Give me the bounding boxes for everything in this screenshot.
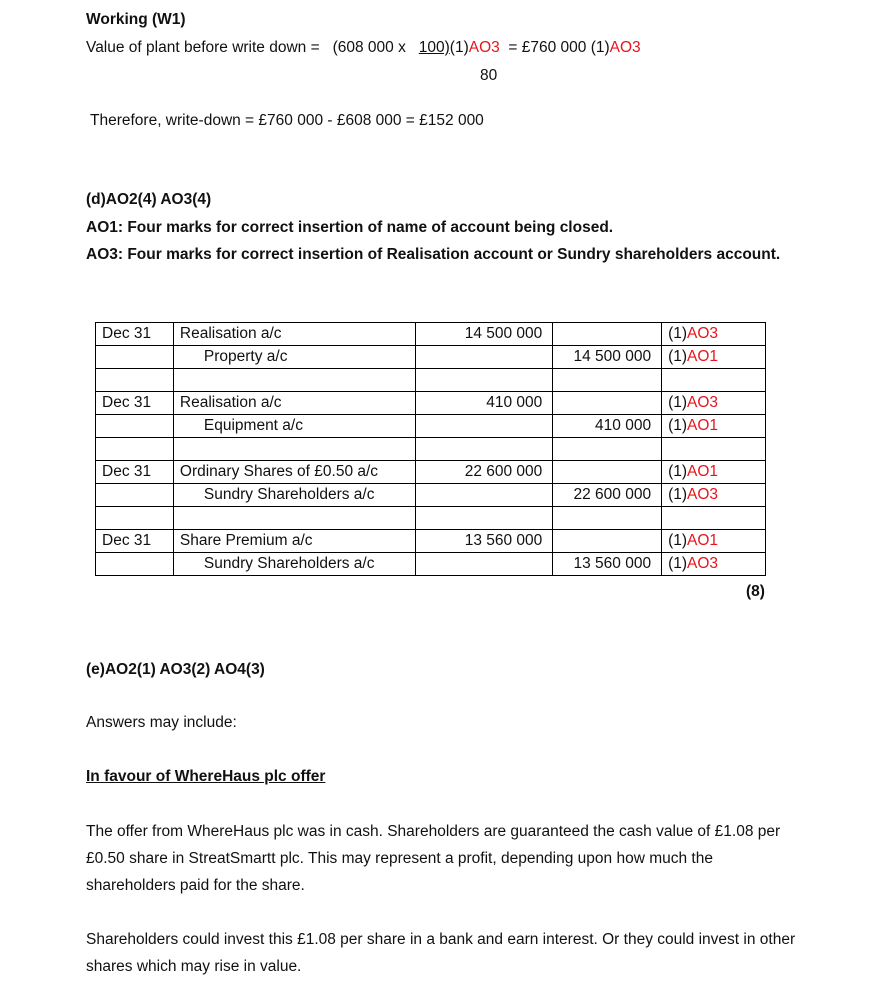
date-cell: Dec 31	[96, 461, 174, 484]
account-cell: Realisation a/c	[173, 392, 415, 415]
section-e-heading: (e)AO2(1) AO3(2) AO4(3)	[86, 661, 265, 678]
section-e-subheading: In favour of WhereHaus plc offer	[86, 768, 326, 785]
mark-cell	[662, 507, 766, 530]
table-row	[96, 461, 766, 484]
section-d-heading: (d)AO2(4) AO3(4)	[86, 191, 212, 208]
working-line-1	[86, 39, 641, 57]
credit-cell	[553, 507, 662, 530]
line1-expr: (608 000 x	[332, 39, 406, 56]
table-row	[96, 346, 766, 369]
section-e-para-2: Shareholders could invest this £1.08 per share in a bank and earn interest. Or they could invest in other shares which may rise in value.	[86, 931, 796, 975]
line1-label: Value of plant before write down =	[86, 39, 320, 56]
assessment-objective: AO3	[687, 394, 719, 411]
mark-cell	[662, 530, 766, 553]
date-cell	[96, 369, 174, 392]
table-row	[96, 530, 766, 553]
date-cell: Dec 31	[96, 323, 174, 346]
account-cell: Share Premium a/c	[173, 530, 415, 553]
credit-cell	[553, 323, 662, 346]
mark-cell	[662, 392, 766, 415]
debit-cell	[415, 346, 553, 369]
credit-cell	[553, 461, 662, 484]
section-e-intro: Answers may include:	[86, 714, 237, 731]
debit-cell: 410 000	[415, 392, 553, 415]
section-d-ao1: AO1: Four marks for correct insertion of name of account being closed.	[86, 219, 614, 236]
date-cell: Dec 31	[96, 530, 174, 553]
mark-cell	[662, 369, 766, 392]
line1-denominator: 80	[480, 67, 498, 84]
table-row	[96, 415, 766, 438]
mark-count: (1)	[668, 394, 688, 411]
account-cell: Ordinary Shares of £0.50 a/c	[173, 461, 415, 484]
account-cell: Property a/c	[173, 346, 415, 369]
section-e-para-1: The offer from WhereHaus plc was in cash. Shareholders are guaranteed the cash value of £1.08 per £0.50 share in StreatSmartt plc. This may represent a profit, depending upon how much the shareholders paid for the share.	[86, 823, 781, 894]
mark-cell	[662, 346, 766, 369]
credit-cell	[553, 438, 662, 461]
mark-cell	[662, 323, 766, 346]
account-cell	[173, 369, 415, 392]
assessment-objective: AO1	[687, 417, 719, 434]
table-row	[96, 507, 766, 530]
debit-cell: 22 600 000	[415, 461, 553, 484]
table-row	[96, 438, 766, 461]
assessment-objective: AO3	[687, 325, 719, 342]
line1-result: = £760 000 (1)	[508, 39, 610, 56]
assessment-objective: AO1	[687, 463, 719, 480]
assessment-objective: AO1	[687, 532, 719, 549]
account-cell: Sundry Shareholders a/c	[173, 553, 415, 576]
date-cell	[96, 415, 174, 438]
credit-cell	[553, 369, 662, 392]
credit-cell: 22 600 000	[553, 484, 662, 507]
table-row	[96, 369, 766, 392]
mark-count: (1)	[668, 417, 688, 434]
line1-ao-2: AO3	[609, 39, 641, 56]
credit-cell	[553, 392, 662, 415]
line1-ao: AO3	[468, 39, 500, 56]
account-cell	[173, 507, 415, 530]
table-row	[96, 392, 766, 415]
working-line-2: Therefore, write-down = £760 000 - £608 000 = £152 000	[90, 112, 484, 129]
mark-count: (1)	[668, 348, 688, 365]
mark-count: (1)	[668, 463, 688, 480]
mark-count: (1)	[668, 555, 688, 572]
account-cell: Sundry Shareholders a/c	[173, 484, 415, 507]
mark-count: (1)	[668, 325, 688, 342]
section-d-total: (8)	[746, 583, 765, 600]
line1-numerator: 100)	[418, 39, 450, 56]
debit-cell: 13 560 000	[415, 530, 553, 553]
date-cell	[96, 346, 174, 369]
debit-cell	[415, 415, 553, 438]
date-cell	[96, 484, 174, 507]
date-cell	[96, 553, 174, 576]
debit-cell	[415, 369, 553, 392]
mark-cell	[662, 415, 766, 438]
debit-cell	[415, 507, 553, 530]
mark-count: (1)	[668, 486, 688, 503]
assessment-objective: AO3	[687, 555, 719, 572]
mark-cell	[662, 484, 766, 507]
account-cell: Equipment a/c	[173, 415, 415, 438]
section-d-ao3: AO3: Four marks for correct insertion of Realisation account or Sundry shareholders account.	[86, 246, 781, 263]
debit-cell	[415, 484, 553, 507]
table-row	[96, 484, 766, 507]
mark-count: (1)	[668, 532, 688, 549]
credit-cell	[553, 530, 662, 553]
date-cell	[96, 438, 174, 461]
journal-table	[95, 322, 766, 576]
table-row	[96, 323, 766, 346]
date-cell	[96, 507, 174, 530]
credit-cell: 410 000	[553, 415, 662, 438]
debit-cell: 14 500 000	[415, 323, 553, 346]
debit-cell	[415, 553, 553, 576]
account-cell	[173, 438, 415, 461]
table-row	[96, 553, 766, 576]
mark-cell	[662, 438, 766, 461]
mark-cell	[662, 553, 766, 576]
debit-cell	[415, 438, 553, 461]
assessment-objective: AO1	[687, 348, 719, 365]
working-title: Working (W1)	[86, 11, 186, 28]
credit-cell: 14 500 000	[553, 346, 662, 369]
credit-cell: 13 560 000	[553, 553, 662, 576]
assessment-objective: AO3	[687, 486, 719, 503]
account-cell: Realisation a/c	[173, 323, 415, 346]
line1-mark: (1)	[449, 39, 469, 56]
mark-cell	[662, 461, 766, 484]
date-cell: Dec 31	[96, 392, 174, 415]
